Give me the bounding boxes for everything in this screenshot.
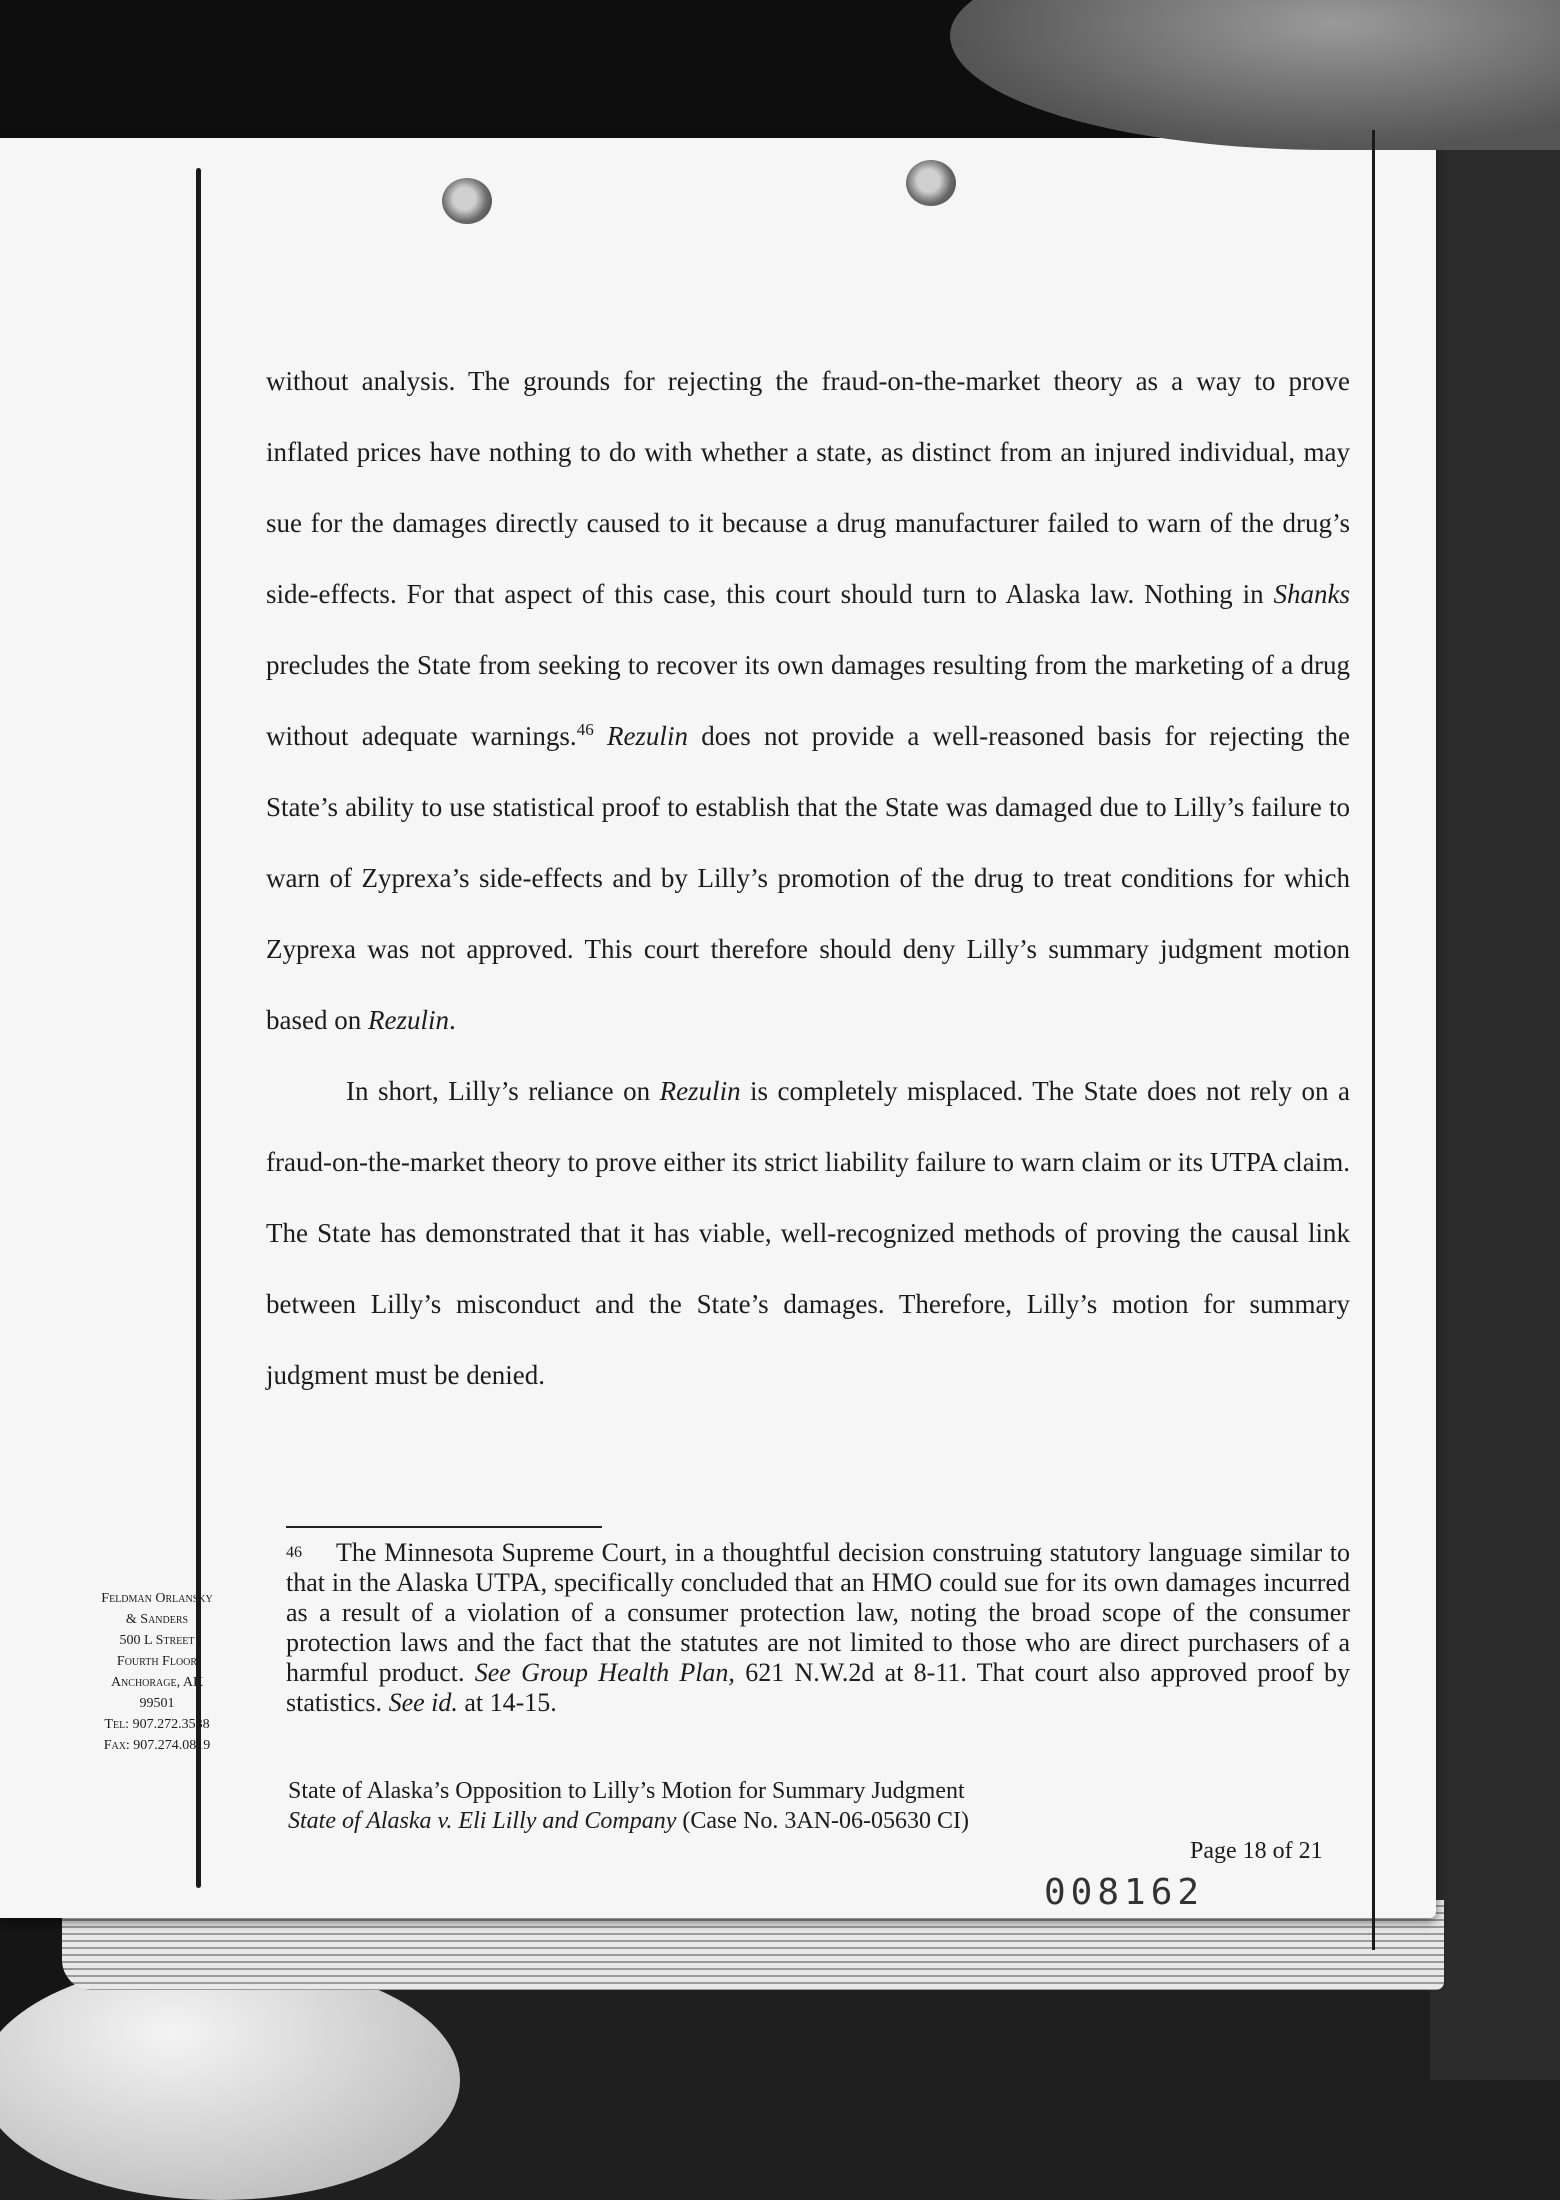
footnote-number: 46	[286, 1544, 302, 1561]
footnote: 46 The Minnesota Supreme Court, in a thoughtful decision construing statutory language similar to that in the Alaska UTPA, specifically concluded that an HMO could sue for its own damages incurred as a result of a violation of a consumer protection law, noting the broad scope of the consumer protection laws and the fact that the statutes are not limited to those who are direct purchasers of a harmful product. See Group Health Plan, 621 N.W.2d at 8-11. That court also approved proof by statistics. See id. at 14-15.	[286, 1538, 1350, 1717]
paragraph-1: without analysis. The grounds for rejecting the fraud-on-the-market theory as a way to prove inflated prices have nothing to do with whether a state, as distinct from an injured individual, may sue for the damages directly caused to it because a drug manufacturer failed to warn of the drug’s side-effects. For that aspect of this case, this court should turn to Alaska law. Nothing in Shanks precludes the State from seeking to recover its own damages resulting from the marketing of a drug without adequate warnings.$^{46}$ Rezulin does not provide a well-reasoned basis for rejecting the State’s ability to use statistical proof to establish that the State was damaged due to Lilly’s failure to warn of Zyprexa’s side-effects and by Lilly’s promotion of the drug to treat conditions for which Zyprexa was not approved. This court therefore should deny Lilly’s summary judgment motion based on Rezulin.	[266, 366, 1351, 1035]
punch-hole-left	[442, 178, 492, 224]
plate-edge	[0, 1960, 460, 2200]
page-number: Page 18 of 21	[1190, 1838, 1323, 1864]
right-margin-rule	[1372, 130, 1375, 1950]
bates-number: 008162	[1044, 1872, 1205, 1913]
footnote-divider	[286, 1526, 602, 1528]
paragraph-2: In short, Lilly’s reliance on Rezulin is completely misplaced. The State does not rely on a fraud-on-the-market theory to prove either its strict liability failure to warn claim or its UTPA claim. The State has demonstrated that it has viable, well-recognized methods of proving the causal link between Lilly’s misconduct and the State’s damages. Therefore, Lilly’s motion for summary judgment must be denied.	[266, 1076, 1350, 1390]
background-right	[1430, 120, 1560, 2080]
body-text	[266, 346, 1350, 1411]
punch-hole-right	[906, 160, 956, 206]
firm-address: Feldman Orlansky & Sanders 500 L Street Fourth Floor Anchorage, AK 99501 Tel: 907.272.3538 Fax: 907.274.0819	[101, 1591, 213, 1753]
footnote-ref: 46	[576, 720, 594, 739]
document-caption: State of Alaska’s Opposition to Lilly’s Motion for Summary Judgment State of Alaska v. Eli Lilly and Company (Case No. 3AN-06-05630 CI)	[288, 1778, 970, 1834]
